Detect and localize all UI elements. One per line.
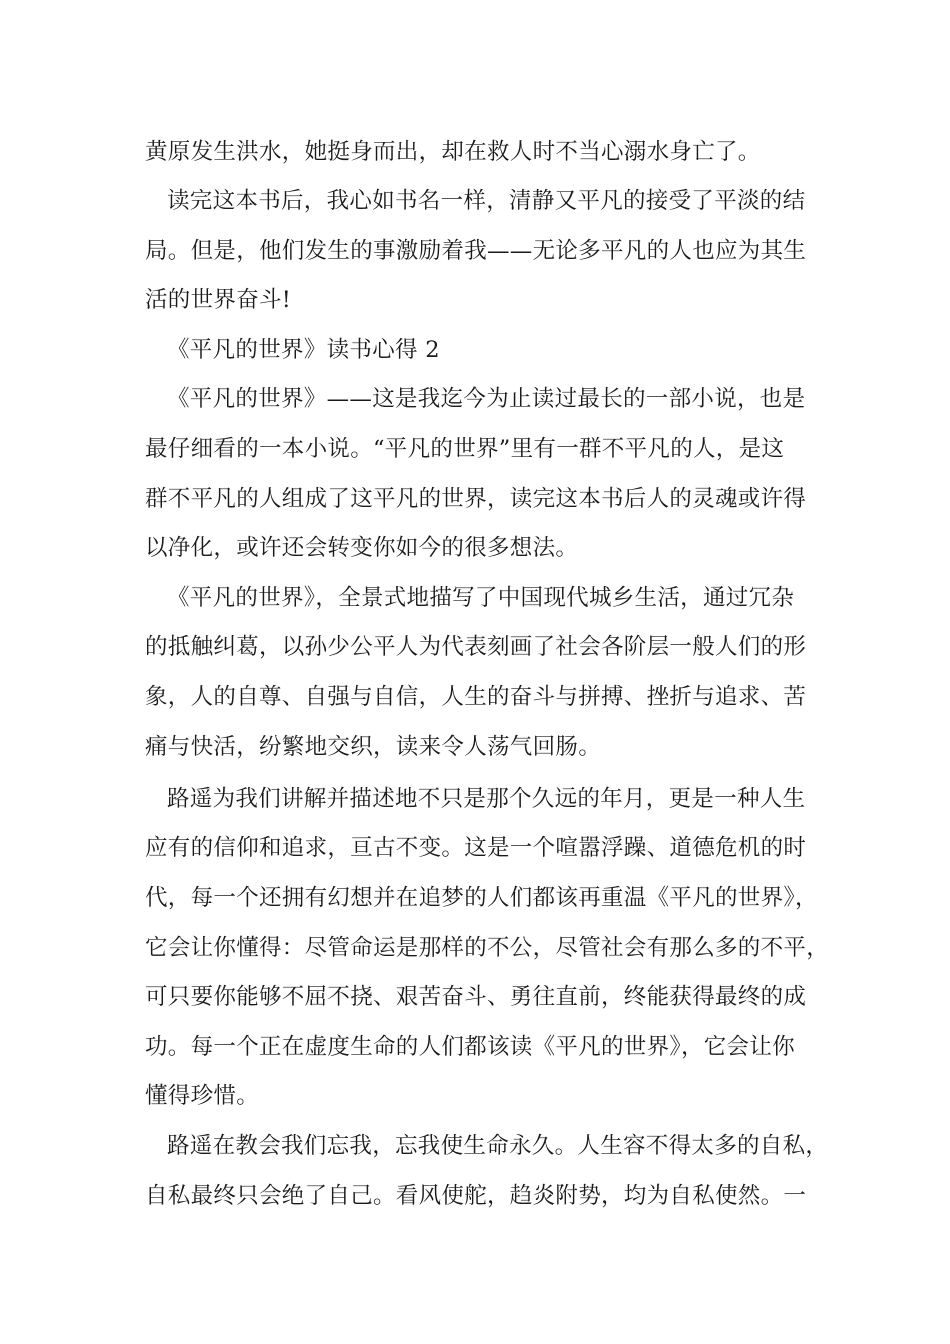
paragraph-first-line: 读完这本书后，我心如书名一样，清静又平凡的接受了平淡的结: [167, 188, 806, 214]
text-line: 自私最终只会绝了自己。看风使舵，趋炎附势，均为自私使然。一: [145, 1183, 807, 1209]
paragraph-first-line: 《平凡的世界》，全景式地描写了中国现代城乡生活，通过冗杂: [167, 585, 795, 611]
text-line: 应有的信仰和追求，亘古不变。这是一个喧嚣浮躁、道德危机的时: [145, 835, 807, 861]
text-line: 局。但是，他们发生的事激励着我——无论多平凡的人也应为其生: [145, 238, 807, 264]
text-line: 懂得珍惜。: [145, 1083, 260, 1109]
paragraph-first-line: 路遥在教会我们忘我，忘我使生命永久。人生容不得太多的自私，: [167, 1133, 829, 1159]
text-line: 可只要你能够不屈不挠、艰苦奋斗、勇往直前，终能获得最终的成: [145, 984, 807, 1010]
section-heading: 《平凡的世界》读书心得 2: [167, 337, 440, 363]
text-line: 黄原发生洪水，她挺身而出，却在救人时不当心溺水身亡了。: [145, 139, 761, 165]
paragraph-first-line: 《平凡的世界》——这是我迄今为止读过最长的一部小说，也是: [167, 386, 806, 412]
text-line: 代，每一个还拥有幻想并在追梦的人们都该再重温《平凡的世界》，: [145, 885, 818, 911]
text-line: 它会让你懂得：尽管命运是那样的不公，尽管社会有那么多的不平，: [145, 935, 830, 961]
text-line: 群不平凡的人组成了这平凡的世界，读完这本书后人的灵魂或许得: [145, 486, 807, 512]
text-line: 痛与快活，纷繁地交织，读来令人荡气回肠。: [145, 734, 602, 760]
text-line: 功。每一个正在虚度生命的人们都该读《平凡的世界》，它会让你: [145, 1034, 795, 1060]
text-line: 活的世界奋斗!: [145, 287, 292, 313]
text-line: 象，人的自尊、自强与自信，人生的奋斗与拼搏、挫折与追求、苦: [145, 684, 807, 710]
text-line: 以净化，或许还会转变你如今的很多想法。: [145, 535, 579, 561]
text-line: 的抵触纠葛，以孙少公平人为代表刻画了社会各阶层一般人们的形: [145, 634, 807, 660]
text-line: 最仔细看的一本小说。“平凡的世界”里有一群不平凡的人，是这: [145, 436, 785, 462]
paragraph-first-line: 路遥为我们讲解并描述地不只是那个久远的年月，更是一种人生: [167, 786, 806, 812]
